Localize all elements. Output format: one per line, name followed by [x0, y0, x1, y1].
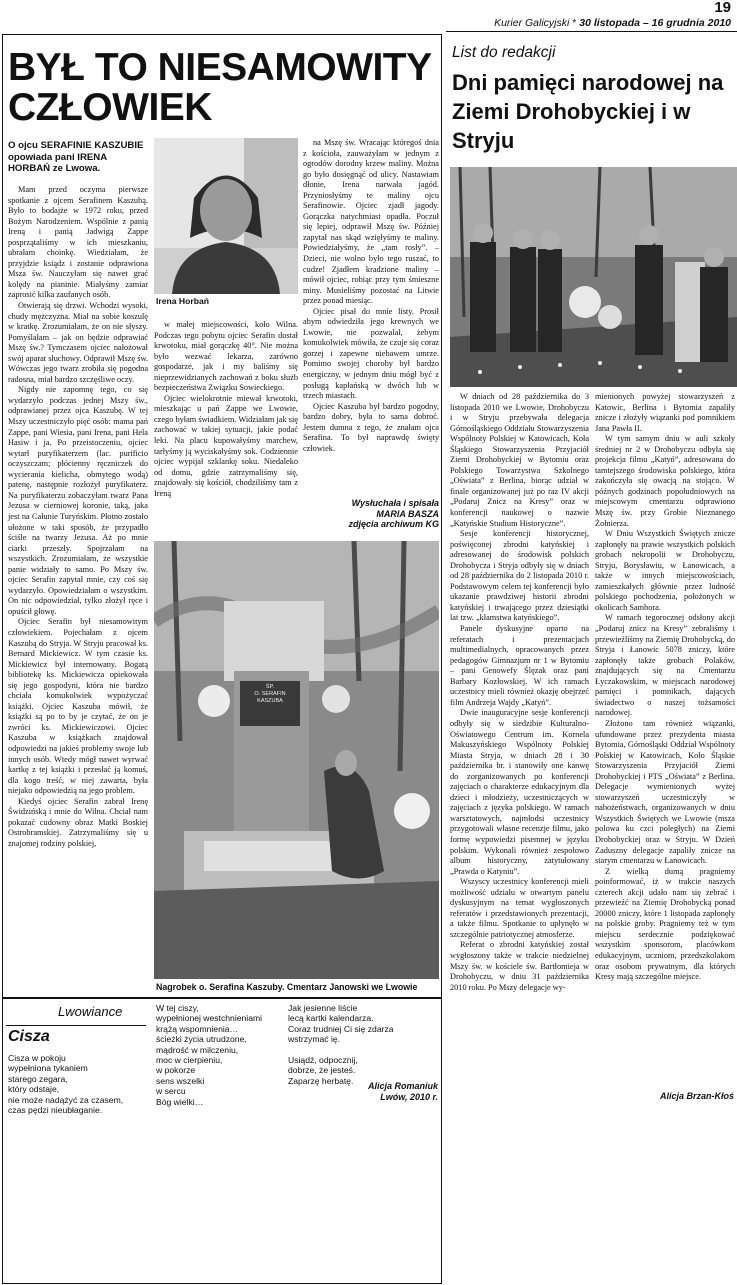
left-col1 — [8, 185, 148, 1285]
paragraph: w małej miejscowości, koło Wilna. Podczas tego pobytu ojciec Serafin dostał krwotoku, miał gorączkę 40°. Nie można było wezwać lekarza, zarówno gospodarze, jak i my baliśmy się nieprzewidzianych zachowań z boku służb bezpieczeństwa Związku Sowieckiego. — [154, 320, 298, 393]
paragraph: Ojciec Kaszuba był bardzo pogodny, bardzo dobry, była to sama dobroć. Jestem dumna z tego, że znałam ojca Serafina. To był naprawdę święty człowiek. — [303, 401, 439, 453]
grave-caption: Nagrobek o. Serafina Kaszuby. Cmentarz Janowski we Lwowie — [156, 982, 418, 992]
photo-credit: zdjęcia archiwum KG — [348, 519, 439, 529]
right-article-title: Dni pamięci narodowej na Ziemi Drohobyckiej i w Stryju — [452, 70, 724, 153]
portrait-illustration — [154, 138, 298, 294]
grave-photo — [154, 541, 439, 979]
issue-dates: 30 listopada – 16 grudnia 2010 — [579, 17, 731, 29]
poem-place-year: Lwów, 2010 r. — [380, 1091, 438, 1102]
grave-inscription: ŚP. O. SERAFIN KASZUBA — [254, 684, 286, 704]
poem-line: ścieżki życia utrudzone, — [156, 1034, 247, 1045]
poem-line: wypełnionej westchnieniami — [156, 1013, 263, 1024]
poem-title: Cisza — [8, 1028, 50, 1045]
poem-line: starego zegara, — [8, 1073, 68, 1084]
poem-line: Cisza w pokoju — [8, 1053, 66, 1063]
portrait-caption: Irena Horbań — [156, 296, 210, 306]
poem-line: lecą kartki kalendarza. — [288, 1013, 374, 1024]
poem-line: Zaparzę herbatę. — [288, 1075, 354, 1086]
right-col1 — [450, 392, 589, 1102]
poem-line: mądrość w milczeniu, — [156, 1044, 239, 1055]
poem-rule — [2, 997, 442, 999]
right-col2 — [595, 392, 735, 1092]
poem-line: Coraz trudniej Ci się zdarza — [288, 1023, 394, 1034]
running-header — [494, 17, 731, 29]
paragraph: Otwierają się drzwi. Wchodzi wysoki, chudy mężczyzna. Miał na sobie koszulę w kratkę. Zrozumiałam, że on nie słyszy. Pomyślałam – jak on będzie odprawiać Mszę św.? Tymczasem ojciec nałożował swój aparat słuchowy. Odprawił Mszę św. Wówczas jego twarz zrobiła się pogodna radosna, miał bardzo szczęśliwe oczy. — [8, 301, 148, 384]
left-col2 — [154, 320, 298, 540]
delegation-illustration — [450, 167, 737, 387]
poem-stanza-2 — [156, 1003, 296, 1107]
credit-line: Wysłuchała i spisała — [351, 498, 439, 508]
poem-line: który odstaje, — [8, 1084, 60, 1095]
poem-label-rule — [6, 1025, 146, 1026]
poem-line: Usiądź, odpocznij, — [288, 1055, 358, 1066]
poem-line: moc w cierpieniu, — [156, 1055, 223, 1066]
paragraph: W dniach od 28 października do 3 listopada 2010 we Lwowie, Drohobyczu i w Stryju przebywała delegacja Górnośląskiego Oddziału Stowarzyszenia Wspólnoty Polskiej w Katowicach, Koła Śląskiego Stowarzyszenia Przyjaciół Ziemi Drohobyckiej w Bytomiu oraz Polskiego Towarzystwa Szkolnego „Oświata” z Berlina, biorąc udział w finale organizowanej już po raz IV akcji „Podaruj Znicz na Kresy” oraz w konferencji naukowej o nazwie „Katyńskie Studium Historyczne”. — [450, 392, 589, 528]
poem-line: wstrzymać ię. — [288, 1034, 341, 1045]
paragraph: Nigdy nie zapomnę tego, co się wydarzyło podczas jednej Mszy św., odprawianej przez ojca Kaszubę. W tej Mszy uczestniczyło pięć osób: mama pań Zappe, pani Wiesia, pani Irena, pani Hela Hasiw i ja. Po przeistoczeniu, ojciec wytarł puryfikaterzem (lac. purificio oczyszczam; płócienny ręczniczek do wycierania kielicha, obmytego wodą) patenę, następnie rozłożył puryfikaterz. Na puryfikaterzu zobaczyłam twarz Pana Jezusa w cierniowej koronie, taką, jaka jest na Całunie Turyńskim. Płotno zostało ułożone w taki sposób, że przypadło ściśle na twarzy Jezusa. Aż po mnie ciarki przeszły. Spojrzałam na wszystkich. Zrozumiałam, że wszystkie panie widziały to samo. Po Mszy św. ojciec Serafin zapytał mnie, czy coś się wydarzyło. Opowiedziałam o wszystkim. On nic odpowiedział, tylko złożył ręce i opuścił głowę. — [8, 385, 148, 616]
author-name: MARIA BASZA — [376, 508, 439, 519]
paragraph: Sesje konferencji historycznej, poświęconej zbrodni katyńskiej i adresowanej do środowisk polskich Drohobycza i Stryja odbyły się w dniach od 28 października do 2 listopada 2010 r. Podstawowym celem tej konferencji było ukazanie prawdziwej historii zbrodni katyńskiej i trwającego przez dziesiątki lat tzw. „kłamstwa katyńskiego”. — [450, 529, 589, 623]
portrait-photo — [154, 138, 298, 294]
poem-section-label: Lwowiance — [58, 1004, 123, 1019]
left-col3 — [303, 138, 439, 488]
grave-illustration — [154, 541, 439, 979]
article-lead: O ojcu SERAFINIE KASZUBIE opowiada pani IRENA HORBAŃ ze Lwowa. — [8, 140, 144, 174]
poem-line: w pokorze — [156, 1065, 196, 1076]
paragraph: Z wielką dumą pragniemy poinformować, iż w trakcie naszych czterech akcji udało nam się zebrać i przewieźć na Ziemię Drohobycką ponad 20000 zniczy, które 1 listopada zapłonęły na polskie groby. Pragniemy też w tym miejscu serdecznie podziękować wszystkim sponsorom, placówkom edukacyjnym, uczniom, przedszkolakom oraz osobom prywatnym, dla których Kresy mają szczególne miejsce. — [595, 866, 735, 982]
poem-line: czas pędzi nieubłaganie. — [8, 1105, 103, 1116]
paragraph: W tym samym dniu w auli szkoły średniej nr 2 w Drohobyczu odbyła się projekcja filmu „Katyń”, adresowana do tamtejszego środowiska polskiego, która zakończyła się owacją na stojąco. W późnych godzinach popołudniowych na miejscowym cmentarzu odprawiono Mszę św. przy Grobie Nieznanego Żołnierza. — [595, 434, 735, 528]
poem-line: w sercu — [156, 1086, 186, 1097]
poem-stanza-3 — [288, 1003, 438, 1086]
left-article-title: BYŁ TO NIESAMOWITY CZŁOWIEK — [8, 46, 431, 129]
delegation-photo — [450, 167, 737, 387]
poem-line — [288, 1045, 438, 1055]
article-credits — [303, 498, 439, 530]
poem-line: dobrze, że jesteś. — [288, 1065, 356, 1076]
poem-line: wypełniona tykaniem — [8, 1063, 88, 1074]
paragraph: Złożono tam również wiązanki, ufundowane przez prezydenta miasta Bytomia, Górnośląski Oddział Wspólnoty Polskiej w Katowicach, Koło Śląskie Stowarzyszenia Przyjaciół Ziemi Drohobyckiej i PTS „Oświata” z Berlina. Delegacje wymienionych wyżej stowarzyszeń uczestniczyły w nabożeństwach, organizowanych w dniu Wszystkich Świętych we Lwowie (msza polowa ku czci poległych) na Ziemi Drohobyckiej oraz w Stryju. W Dzień Zaduszny delegacje zapaliły znicze na starym cmentarzu w Łanowicach. — [595, 718, 735, 866]
paragraph: Panele dyskusyjne oparto na referatach i prezentacjach multimedialnych, opracowanych przez pedagogów Gimnazjum nr 1 w Bytomiu – pani Genowefy Ślęzak oraz pani Barbary Kozłowskiej. W ich ramach uczestnicy mieli również okazję obejrzeć film Andrzeja Wajdy „Katyń”. — [450, 624, 589, 707]
poem-line: nie może nadążyć za czasem, — [8, 1094, 124, 1105]
paragraph: W Dniu Wszystkich Świętych znicze zapłonęły na prawie wszystkich polskich grobach nekropolii w Drohobyczu, Stryju, Borysławiu, w Łanowicach, a także w innych miejscowościach, zamieszkałych głównie przez ludność polskiego pochodzenia, położonych w okolicach Sambora. — [595, 529, 735, 612]
paragraph: Mam przed oczyma pierwsze spotkanie z ojcem Serafinem Kaszubą. Było to bodajże w 1972 roku, przed Bożym Narodzeniem. Wspólnie z panią Ireną i panią Jadwigą Zappe posprzątaliśmy w ich mieszkaniu, ubrałam choinkę. Wiedziałam, że przyjdzie ksiądz i zostanie odprawiona Msza św. Nauczyłam się nawet grać kolędy na pianinie. Miałyśmy zamiar zaprosić kilka zaufanych osób. — [8, 185, 148, 300]
paragraph: W ramach tegorocznej odsłony akcji „Podaruj znicz na Kresy” zebraliśmy i przewieźliśmy na Ziemię Drohobycką, do Stryja i Łanowic 5078 zniczy, które zapłonęły także grobach Polaków, znajdujących się na Cmentarzu Łyczakowskim, w miejscach narodowej pamięci i pomnikach, dających świadectwo o naszej tożsamości narodowej. — [595, 613, 735, 718]
paragraph: Referat o zbrodni katyńskiej został wygłoszony także w trakcie niedzielnej Mszy św. w kościele św. Bartłomieja w Drohobyczu, w dniu 31 października 2010 roku. Po Mszy delegacje wy- — [450, 940, 589, 992]
paragraph: Ojciec pisał do mnie listy. Prosił abym odwiedziła jego krewnych we Lwowie, nie pozwalał, żebym komukolwiek mówiła, że czuje się coraz gorzej i zapewne niebawem umrze. Pomimo swojej choroby był bardzo energiczny, w jednym dniu mógł być z posługą kapłańską w dwóch lub w trzech miastach. — [303, 306, 439, 401]
paragraph: na Mszę św. Wracając któregoś dnia z kościoła, zauważyłam w jednym z ogrodów dorodny krzew maliny. Można go było dosięgnąć od ulicy. Nastawiam dłonie, Irena narwała jagód. Przyniosłyśmy te maliny ojcu Serafinowie. Ojciec zjadł jagody. Gorączka natychmiast opadła. Poczuł się lepiej, odprawił Mszę św. Później zapytał nas skąd wzięłyśmy te maliny. Powiedziałyśmy, że „tam rosły”. – Dzieci, nie wolno było tego ruszać, to cudze! Zjadłem kradzione maliny – mówił ojciec, robiąc przy tym śmieszne miny. Musieliśmy pozostać na Litwie przez ponad miesiąc. — [303, 138, 439, 306]
right-signature: Alicja Brzan-Kłoś — [659, 1091, 734, 1101]
right-kicker: List do redakcji — [452, 44, 556, 61]
poem-stanza-1 — [8, 1053, 148, 1115]
header-rule — [446, 31, 737, 32]
poem-author-name: Alicja Romaniuk — [367, 1081, 438, 1091]
paragraph: Dwie inauguracyjne sesje konferencji odbyły się w siedzibie Kulturalno-Oświatowego Centrum im. Kornela Makuszyńskiego Wspólnoty Polskiej Miasta Stryja, w dniach 28 i 30 października br. i stanowiły one kanwę do zorganizowanych po konferencji zajęciach o charakterze edukacyjnym dla dzieci i młodzieży, uczestniczących w zajęciach z języka polskiego. W ramach warsztatowych, najmłodsi uczestnicy przygotowali własne recenzje filmu, jako formę wypowiedzi pisemnej w języku polskim. Wykonali również zespołowo album historyczny, zatytułowany „Prawda o Katyniu”. — [450, 708, 589, 876]
paragraph: Kiedyś ojciec Serafin zabrał Irenę Świdzińską i mnie do Wilna. Chciał nam pokazać cudowny obraz Matki Boskiej Ostrobramskiej. Zatrzymaliśmy się u znajomej rodziny polskiej, — [8, 796, 148, 848]
publication-name: Kurier Galicyjski — [494, 17, 570, 29]
poem-line: Jak jesienne liście — [288, 1003, 358, 1013]
poem-line: Bóg wielki… — [156, 1096, 204, 1107]
paragraph: Wszyscy uczestnicy konferencji mieli możliwość udziału w otwartym panelu dyskusyjnym na temat wygłoszonych referatów i przedstawionych prezentacji, a także filmu. Spotkanie to upłynęło w szczególnie patriotycznej atmosferze. — [450, 877, 589, 939]
header-separator: * — [572, 17, 577, 29]
poem-author — [300, 1081, 438, 1102]
poem-line: sens wszelki — [156, 1075, 205, 1086]
paragraph: Ojciec Serafin był niesamowitym człowiekiem. Pojechałam z ojcem Kaszubą do Stryja. W Stryju pracował ks. Bernard Mickiewicz. W tym czasie ks. Mickiewicz był internowany. Bogatą bibliotekę ks. Mickiewicza opiekowała się jego gospodyni, która nie bardzo chciała komukolwiek wypożyczać książki. Ojciec Kaszuba mówił, że książki są po to by je czytać, że on je zwróci ks. Mickiewiczowi. Ojciec Kaszuba w książkach znajdował odpowiedzi na jakieś problemy swoje lub innych osób. Wtedy mógł nawet wyrwać kartkę z tej książki i przesłać ją komuś, dla kogo treść, w niej zawarta, była niejako odpowiedzią na jego problem. — [8, 617, 148, 796]
page-number: 19 — [714, 0, 731, 16]
poem-line: krążą wspomnienia… — [156, 1023, 239, 1034]
paragraph: Ojciec wielokrotnie miewał krwotoki, mieszkając u pań Zappe we Lwowie, czego byłam świadkiem. Widziałam jak się zachować w takiej sytuacji, jakie podać leki. Na placu kupowałyśmy marchew, tarłyśmy ją wyciskałyśmy sok. Codziennie ojciec wypijał szklankę soku. Niedaleko od domu, gdzie zatrzymaliśmy się, znajdowały się kościół, chodziliśmy tam z Ireną — [154, 393, 298, 498]
paragraph: mienionych powyżej stowarzyszeń z Katowic, Berlina i Bytomia zapaliły znicze i złożyły wiązanki pod pomnikiem Jana Pawła II. — [595, 392, 735, 433]
poem-line: W tej ciszy, — [156, 1003, 199, 1013]
